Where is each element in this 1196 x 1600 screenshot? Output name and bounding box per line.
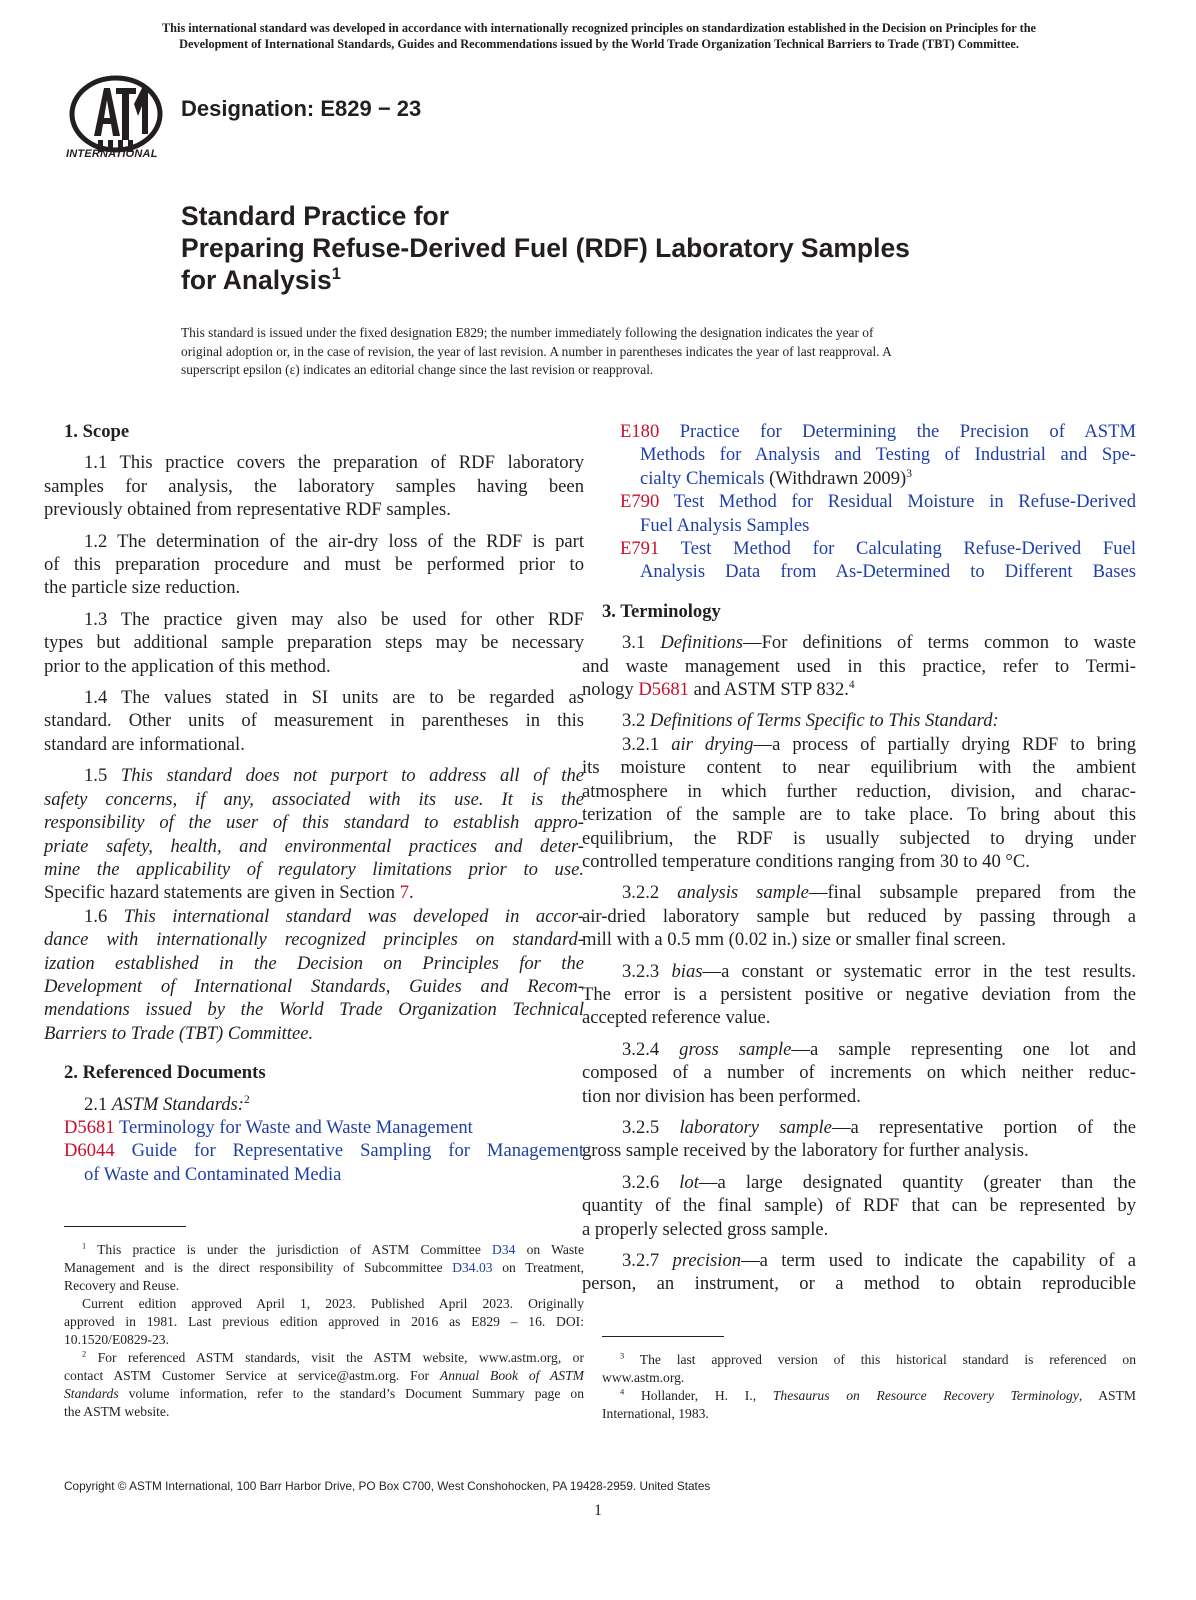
page-number: 1 [594,1502,602,1519]
scope-1-2: 1.2 The determination of the air-dry loss of the RDF is part of this preparation procedure and must be performed prior to the particle size reduction. [44,530,584,599]
copyright: Copyright © ASTM International, 100 Barr Harbor Drive, PO Box C700, West Conshohocken, PA 19428-2959. United States [64,1479,711,1493]
scope-1-5: 1.5 This standard does not purport to address all of the safety concerns, if any, associated with its use. It is the responsibility of the user of this standard to establish appro- priate safety, health, and environmental practices and deter- mine the applicability of regulatory limitations prior to use. Specific hazard statements are given in Section 7. [44,765,584,904]
astm-standards-subheading: 2.1 ASTM Standards:$^2$ [84,1093,250,1115]
terminology-3-2: 3.2 Definitions of Terms Specific to This Standard: [622,710,999,732]
footnotes-left: $^1$ This practice is under the jurisdiction of ASTM Committee D34 on Waste Management and is the direct responsibility of Subcommittee D34.03 on Treatment, Recovery and Reuse. Current edition approved April 1, 2023. Published April 2023. Originally approved in 1981. Last previous edition approved in 2016 as E829 – 16. DOI: 10.1520/E0829-23. $^2$ For referenced ASTM standards, visit the ASTM website, www.astm.org, or contact ASTM Customer Service at service@astm.org. For Annual Book of ASTM Standards volume information, refer to the standard’s Document Summary page on the ASTM website. [64,1240,584,1420]
terminology-3-2-3: 3.2.3 bias—a constant or systematic error in the test results. The error is a persistent positive or negative deviation from the accepted reference value. [582,960,1137,1029]
committee-d34-link[interactable]: D34 [492,1242,516,1258]
scope-1-4: 1.4 The values stated in SI units are to be regarded as standard. Other units of measurement in parentheses in this standard are informational. [44,687,584,755]
section-heading-scope: 1. Scope [64,421,130,442]
issued-note-line: This standard is issued under the fixed designation E829; the number immediately following the designation indicates the year of [181,325,874,340]
terminology-3-2-4: 3.2.4 gross sample—a sample representing one lot and composed of a number of increments on which neither reduc- tion nor division has been performed. [582,1038,1136,1107]
footnote-rule [602,1336,724,1337]
d5681-link[interactable]: D5681 [638,679,689,701]
title-line: Standard Practice for [181,201,450,231]
subcommittee-d34-03-link[interactable]: D34.03 [452,1260,493,1276]
section-heading-terminology: 3. Terminology [602,600,721,622]
title-footnote-mark: 1 [331,265,341,284]
ref-e791[interactable]: E791 Test Method for Calculating Refuse-Derived Fuel Analysis Data from As-Determined to Different Bases [620,538,1136,583]
footnote-rule [64,1226,186,1227]
title-line: Preparing Refuse-Derived Fuel (RDF) Laboratory Samples [181,233,910,263]
scope-1-3: 1.3 The practice given may also be used for other RDF types but additional sample preparation steps may be necessary prior to the application of this method. [44,608,584,677]
title-line: for Analysis [181,265,332,295]
footnotes-right: $^3$ The last approved version of this historical standard is referenced on www.astm.org. $^4$ Hollander, H. I., Thesaurus on Resource Recovery Terminology, ASTM International, 1983. [602,1350,1136,1421]
scope-1-6: 1.6 This international standard was developed in accor- dance with internationally recognized principles on standard- ization established in the Decision on Principles for the Development of International Standards, Guides and Recom- mendations issued by the World Trade Organization Technical Barriers to Trade (TBT) Committee. [44,905,584,1044]
terminology-3-2-1: 3.2.1 air drying—a process of partially drying RDF to bring its moisture content to near equilibrium with the ambient atmosphere in which further reduction, division, and charac- terization of the sample are to take place. To bring about this equilibrium, the RDF is usually subjected to drying under controlled temperature conditions ranging from 30 to 40 °C. [582,733,1136,872]
ref-d6044[interactable]: D6044 Guide for Representative Sampling for Management of Waste and Contaminated Media [64,1140,584,1185]
ref-d5681[interactable]: D5681 Terminology for Waste and Waste Management [64,1116,473,1138]
top-notice-line: Development of International Standards, Guides and Recommendations issued by the World Trade Organization Technical Barriers to Trade (TBT) Committee. [179,37,1019,51]
ref-e180[interactable]: E180 Practice for Determining the Precision of ASTM Methods for Analysis and Testing of Industrial and Spe- cialty Chemicals (Withdrawn 2009)$^3$ [620,421,1136,489]
section-heading-referenced-documents: 2. Referenced Documents [64,1062,266,1084]
terminology-3-2-5: 3.2.5 laboratory sample—a representative portion of the gross sample received by the laboratory for further analysis. [582,1116,1136,1162]
terminology-3-2-2: 3.2.2 analysis sample—final subsample prepared from the air-dried laboratory sample but reduced by passing through a mill with a 0.5 mm (0.02 in.) size or smaller final screen. [582,882,1137,951]
issued-note [181,324,1021,380]
ref-e790[interactable]: E790 Test Method for Residual Moisture in Refuse-Derived Fuel Analysis Samples [620,491,1137,536]
designation: Designation: E829 − 23 [181,96,422,121]
top-notice-line: This international standard was developed in accordance with internationally recognized principles on standardization established in the Decision on Principles for the [161,21,1037,35]
top-notice [64,20,1134,52]
terminology-3-1: 3.1 Definitions—For definitions of terms common to waste and waste management used in this practice, refer to Termi- nology D5681 and ASTM STP 832.$^4$ [582,632,1136,701]
scope-1-1: 1.1 This practice covers the preparation of RDF laboratory samples for analysis, the laboratory samples having been previously obtained from representative RDF samples. [44,452,584,521]
terminology-3-2-7: 3.2.7 precision—a term used to indicate the capability of a person, an instrument, or a method to obtain reproducible [582,1250,1136,1295]
logo-international-label: INTERNATIONAL [66,148,158,160]
terminology-3-2-6: 3.2.6 lot—a large designated quantity (greater than the quantity of the final sample) of RDF that can be represented by a properly selected gross sample. [582,1171,1136,1240]
right-column [582,420,1137,1423]
issued-note-line: superscript epsilon (ε) indicates an editorial change since the last revision or reapproval. [181,362,654,377]
left-column [44,420,584,1421]
section-7-link[interactable]: 7 [399,882,410,904]
issued-note-line: original adoption or, in the case of revision, the year of last revision. A number in parentheses indicates the year of last reapproval. A [181,343,892,359]
document-title [181,200,1041,296]
